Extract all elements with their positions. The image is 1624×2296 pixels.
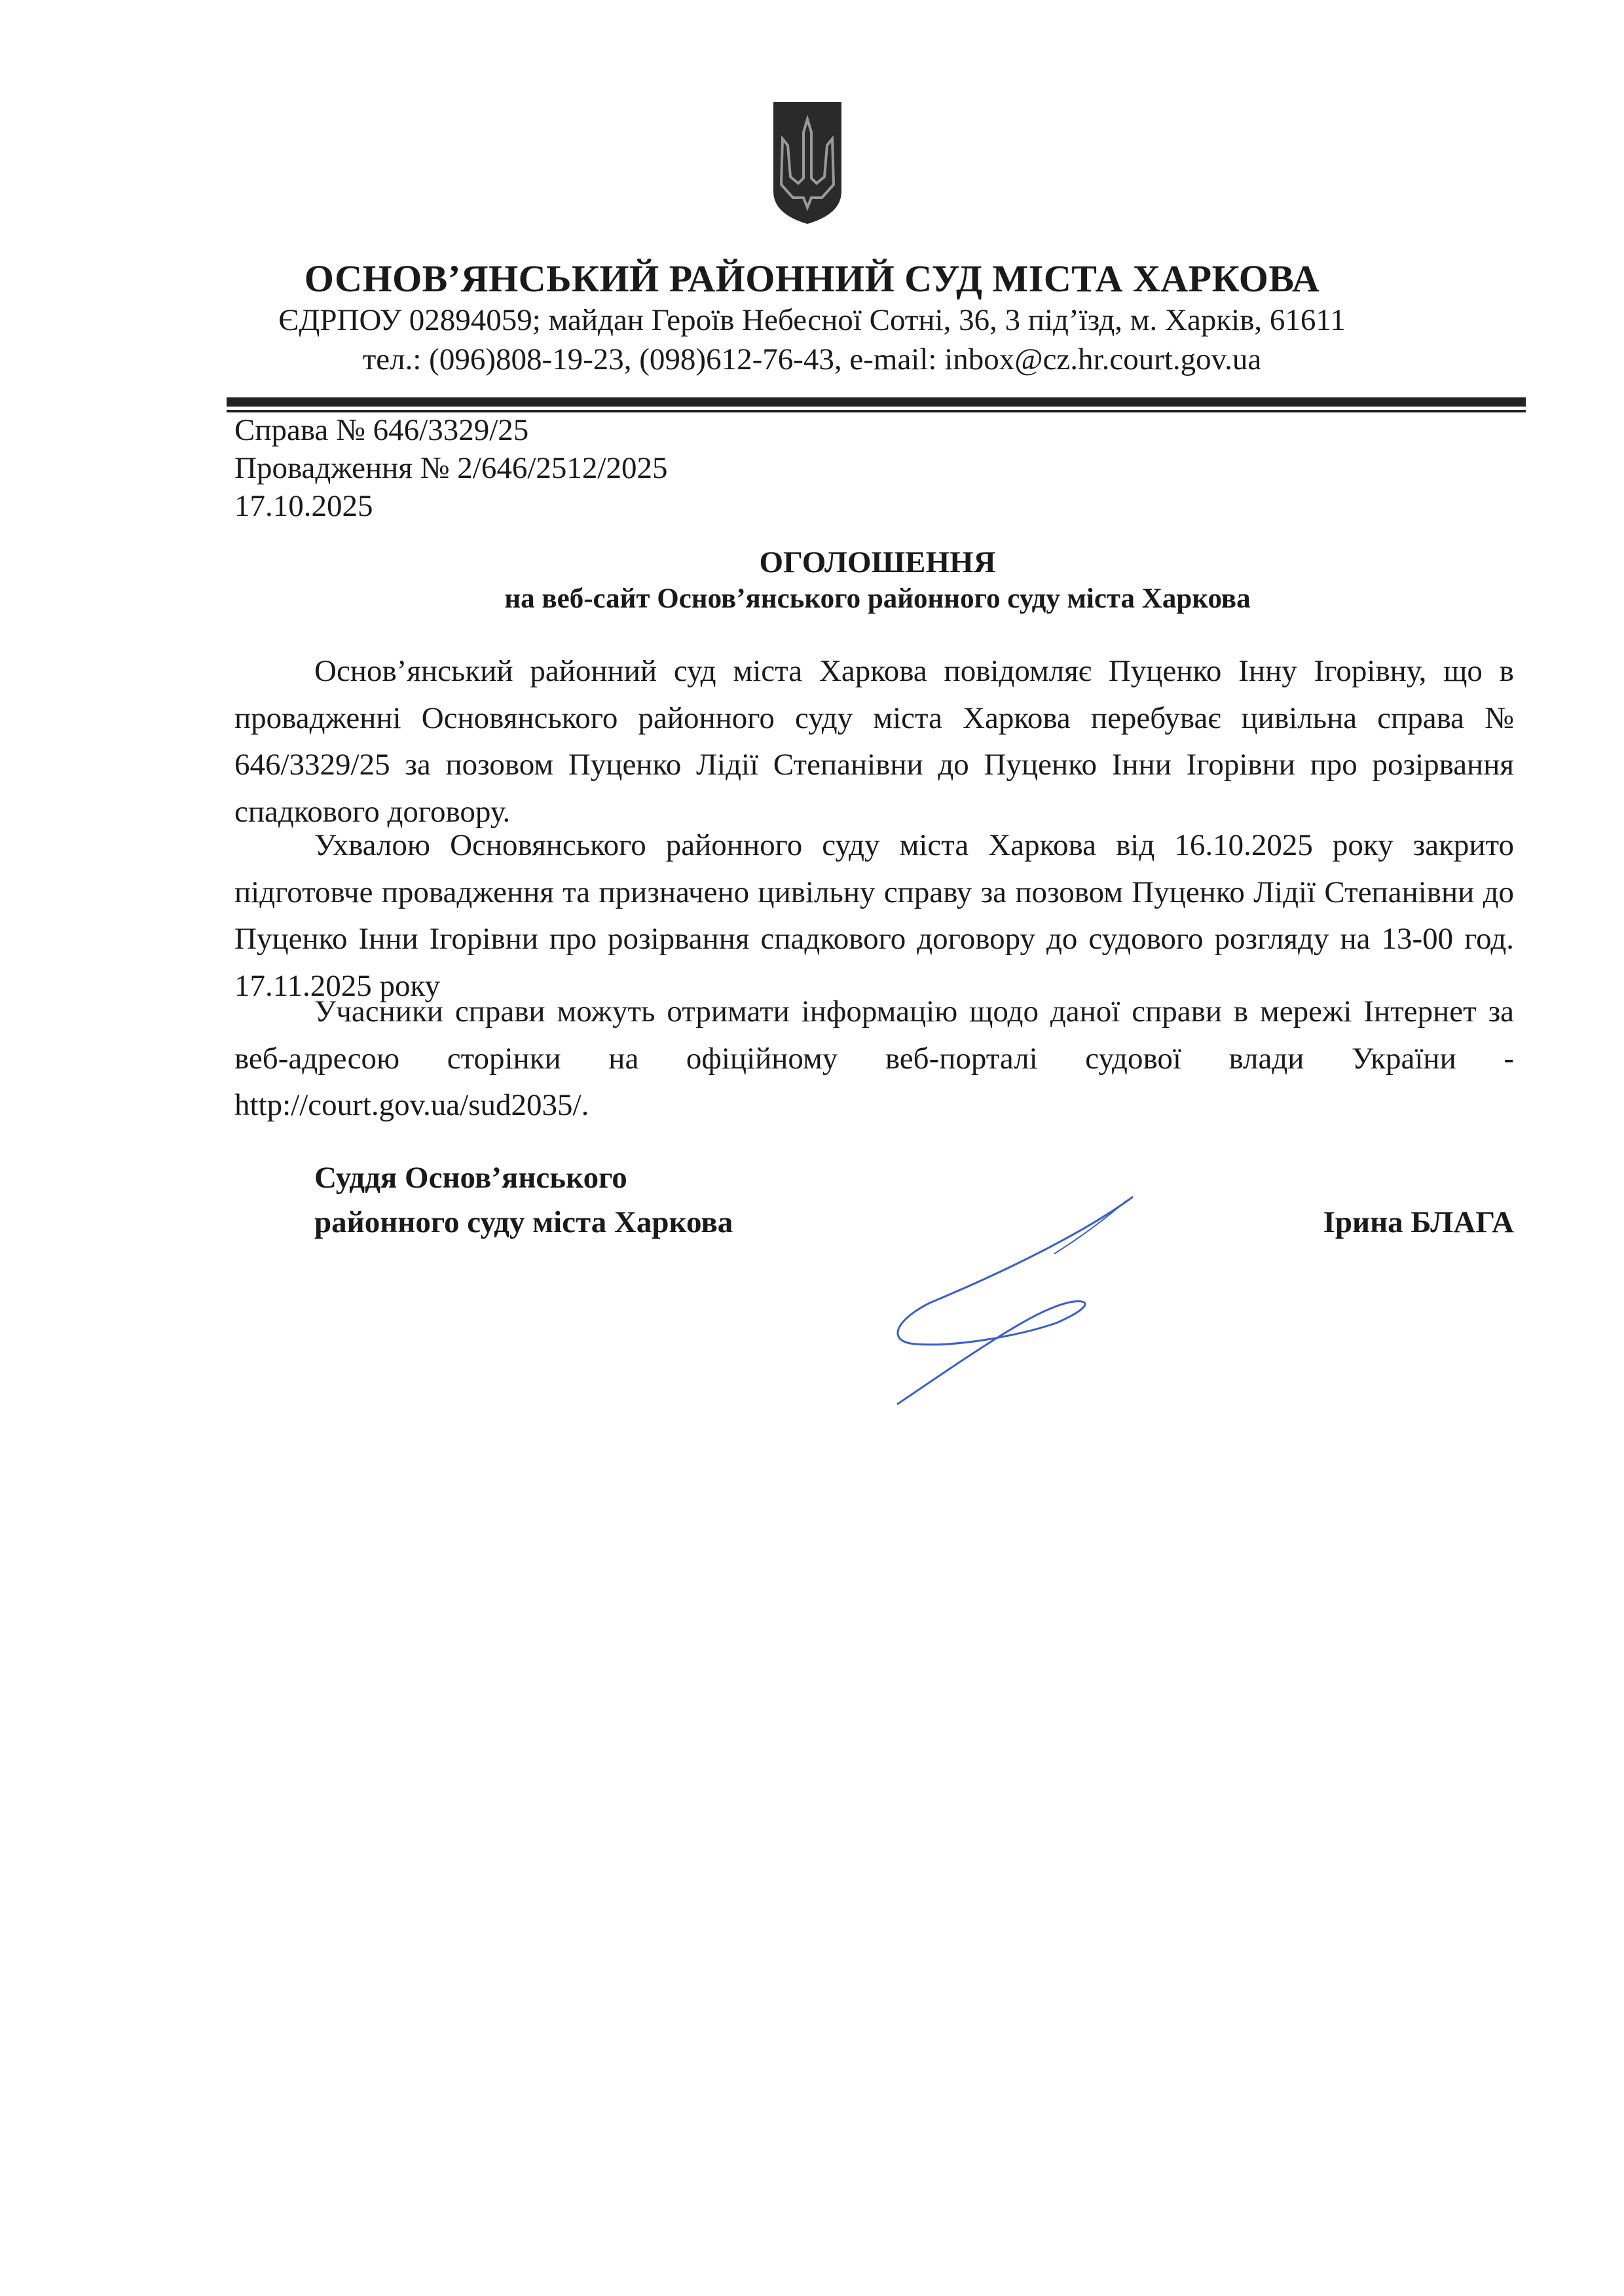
announcement-subtitle: на веб-сайт Основ’янського районного суду міста Харкова <box>504 583 1251 614</box>
paragraph-notice: Основ’янський районний суд міста Харкова повідомляє Пуценко Інну Ігорівну, що в провадженні Основянського районного суду міста Харкова перебуває цивільна справа № 646/3329/25 за позовом Пуценко Лідії Степанівни до Пуценко Інни Ігорівни про розірвання спадкового договору. <box>234 654 1514 829</box>
handwritten-signature <box>891 1192 1146 1408</box>
judge-position-line2: районного суду міста Харкова <box>314 1205 733 1239</box>
case-number: Справа № 646/3329/25 <box>234 413 529 447</box>
court-name: ОСНОВ’ЯНСЬКИЙ РАЙОННИЙ СУД МІСТА ХАРКОВА <box>304 257 1320 300</box>
announcement-title: ОГОЛОШЕННЯ <box>759 545 996 579</box>
proceeding-number: Провадження № 2/646/2512/2025 <box>234 451 668 485</box>
paragraph-info: Учасники справи можуть отримати інформацію щодо даної справи в мережі Інтернет за веб-адресою сторінки на офіційному веб-порталі судової влади України - http://court.gov.ua/sud2035/. <box>234 994 1514 1122</box>
coat-of-arms-icon <box>771 100 844 227</box>
paragraph-ruling: Ухвалою Основянського районного суду міста Харкова від 16.10.2025 року закрито підготовче провадження та призначено цивільну справу за позовом Пуценко Лідії Степанівни до Пуценко Інни Ігорівни про розірвання спадкового договору до судового розгляду на 13-00 год. 17.11.2025 року <box>234 828 1514 1003</box>
judge-position-line1: Суддя Основ’янського <box>314 1161 627 1195</box>
document-date: 17.10.2025 <box>234 489 373 523</box>
header-divider-thick <box>227 397 1526 407</box>
court-contacts: тел.: (096)808-19-23, (098)612-76-43, e-mail: inbox@cz.hr.court.gov.ua <box>362 342 1262 376</box>
court-address: ЄДРПОУ 02894059; майдан Героїв Небесної Сотні, 36, 3 під’їзд, м. Харків, 61611 <box>278 303 1346 337</box>
judge-name: Ірина БЛАГА <box>1323 1205 1514 1239</box>
